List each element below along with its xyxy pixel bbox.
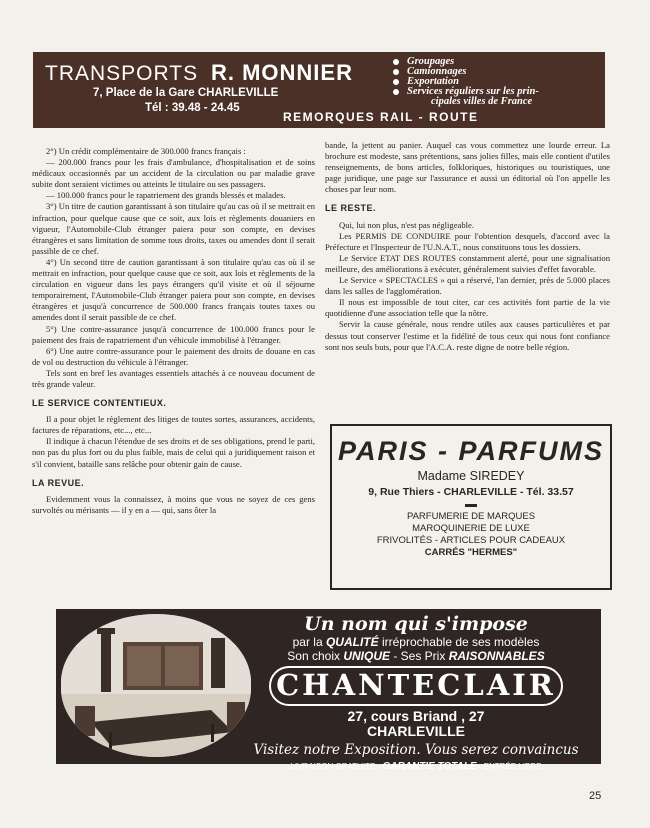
chanteclair-text	[231, 613, 601, 772]
paragraph: — 200.000 francs pour les frais d'ambulance, d'hospitalisation et de soins médicaux occasionnés par un accident de la circulation ou par maladie grave subite dont seraient victimes ou atteints le titulaire ou ses passagers.	[32, 157, 315, 190]
service-item: Services réguliers sur les prin-	[391, 87, 603, 97]
chanteclair-city: CHARLEVILLE	[367, 723, 465, 739]
paragraph: — 100.000 francs pour le rapatriement des grands blessés et malades.	[46, 190, 286, 201]
service-item-continued: cipales villes de France	[431, 96, 533, 107]
section-heading: LA REVUE.	[32, 477, 85, 488]
chanteclair-invite: Visitez notre Exposition. Vous serez convaincus	[253, 742, 579, 758]
parfums-line: PARFUMERIE DE MARQUES	[406, 511, 536, 522]
section-heading: LE SERVICE CONTENTIEUX.	[32, 398, 167, 409]
divider	[465, 504, 477, 507]
paragraph: Le Service « SPECTACLES » qui a réservé, l'an dernier, près de 5.000 places dans les salles de l'agglomération.	[325, 275, 610, 297]
paragraph: Servir la cause générale, nous rendre utiles aux causes particulières et par dessus tout conserver l'estime et la fidélité de tous ceux qui nous font confiance sont nos seuls buts, pour que l'A.C.A. reste digne de notre belle région.	[325, 319, 610, 352]
parfums-carres: CARRÉS "HERMES"	[424, 547, 518, 558]
service-item: Groupages	[391, 57, 603, 67]
paragraph: Il nous est impossible de tout citer, car ces activités font partie de la vie quotidienne d'une association telle que la nôtre.	[325, 297, 610, 319]
left-column	[32, 146, 315, 516]
chanteclair-footer: LIVRAISON GRATUITE - GARANTIE TOTALE - ENTRÉE LIBRE	[290, 761, 542, 772]
paragraph: 2°) Un crédit complémentaire de 300.000 francs français :	[46, 146, 246, 156]
transports-title: TRANSPORTS R. MONNIER	[45, 60, 353, 85]
transports-owner: R. MONNIER	[210, 60, 353, 85]
parfums-owner: Madame SIREDEY	[417, 469, 525, 483]
furniture-drawing	[61, 614, 251, 757]
paragraph: 5°) Une contre-assurance jusqu'à concurrence de 100.000 francs pour le paiement des frais de rapatriement d'un véhicule immobilisé à l'étranger.	[32, 323, 315, 345]
paragraph: Qui, lui non plus, n'est pas négligeable.	[339, 219, 474, 230]
paragraph: Il a pour objet le règlement des litiges de toutes sortes, assurances, accidents, factures de réparations, etc..., etc...	[32, 414, 315, 436]
paragraph: Il indique à chacun l'étendue de ses droits et de ses obligations, prend le parti, non pas du plus fort ou du plus faible, mais de celui qui a juridiquement raison et s'il convient, bataille sans relâche pour obtenir gain de cause.	[32, 436, 315, 469]
parfums-line: MAROQUINERIE DE LUXE	[412, 523, 530, 534]
right-column	[325, 140, 610, 353]
service-item: Exportation	[391, 77, 603, 87]
chanteclair-address: 27, cours Briand , 27	[347, 708, 485, 724]
chanteclair-name: CHANTECLAIR	[269, 666, 563, 706]
chanteclair-advert	[56, 609, 601, 772]
chanteclair-line: par la QUALITÉ irréprochable de ses modèles	[292, 635, 540, 649]
chanteclair-slogan: Un nom qui s'impose	[304, 613, 528, 635]
parfums-address: 9, Rue Thiers - CHARLEVILLE - Tél. 33.57	[368, 486, 574, 498]
paragraph: 4°) Un second titre de caution garantissant à son titulaire qu'au cas où il se mettrait en infraction, pour quelque cause que ce soit, aux lois et règlements de la circulation en vigueur dans les pays étrangers qu'il visite et où il séjourne temporairement, l'Automobile-Club étranger paiera pour son compte, en devises étrangères et jusqu'à concurrence de 500.000 francs français toutes taxes ou amendes dont il serait passible de ce chef.	[32, 256, 315, 323]
service-item: Camionnages	[391, 67, 603, 77]
paragraph: 6°) Une autre contre-assurance pour le paiement des droits de douane en cas de vol ou destruction du véhicule à l'étranger.	[32, 345, 315, 367]
section-heading: LE RESTE.	[325, 203, 377, 214]
paragraph: Tels sont en bref les avantages essentiels attachés à ce nouveau document de très grande valeur.	[32, 367, 315, 389]
parfums-title: PARIS - PARFUMS	[338, 436, 604, 466]
chanteclair-line: Son choix UNIQUE - Ses Prix RAISONNABLES	[287, 649, 545, 663]
paragraph: Les PERMIS DE CONDUIRE pour l'obtention desquels, d'accord avec la Préfecture et l'Inspecteur de l'U.N.A.T., nous constituons tous les dossiers.	[325, 230, 610, 252]
paragraph: Evidemment vous la connaissez, à moins que vous ne soyez de ces gens survoltés ou mérisants — il y en a — qui, sans ôter la	[32, 493, 315, 515]
paragraph: bande, la jettent au panier. Auquel cas vous commettez une lourde erreur. La brochure est modeste, sans prétentions, sans jolies filles, mais elle contient d'utiles renseignements, de bons articles, folkloriques, historiques ou touristiques, une page juridique, une page sur l'assurance et aussi un éditorial où l'on appelle les choses par leur nom.	[325, 140, 610, 195]
parfums-line: FRIVOLITÉS - ARTICLES POUR CADEAUX	[376, 535, 566, 546]
page-number: 25	[589, 790, 602, 802]
transports-services	[391, 57, 603, 107]
transports-advert	[33, 52, 605, 128]
transports-address: 7, Place de la Gare CHARLEVILLE	[93, 87, 279, 99]
parfums-advert	[330, 424, 612, 590]
transports-phone: Tél : 39.48 - 24.45	[145, 102, 240, 114]
paragraph: 3°) Un titre de caution garantissant à son titulaire qu'au cas où il se mettrait en infraction, pour quelque cause que ce soit, aux lois et règlements douaniers en vigueur, l'Automobile-Club étranger paiera pour son compte, en devises étrangères et sans limitation de somme tous droits, taxes ou amendes dont il serait passible de ce chef.	[32, 201, 315, 256]
paragraph: Le Service ETAT DES ROUTES constamment alerté, pour une signalisation meilleure, des améliorations à exécuter, généralement suivies d'effet favorable.	[325, 252, 610, 274]
transports-tagline: REMORQUES RAIL - ROUTE	[283, 110, 479, 124]
furniture-illustration	[61, 614, 251, 757]
